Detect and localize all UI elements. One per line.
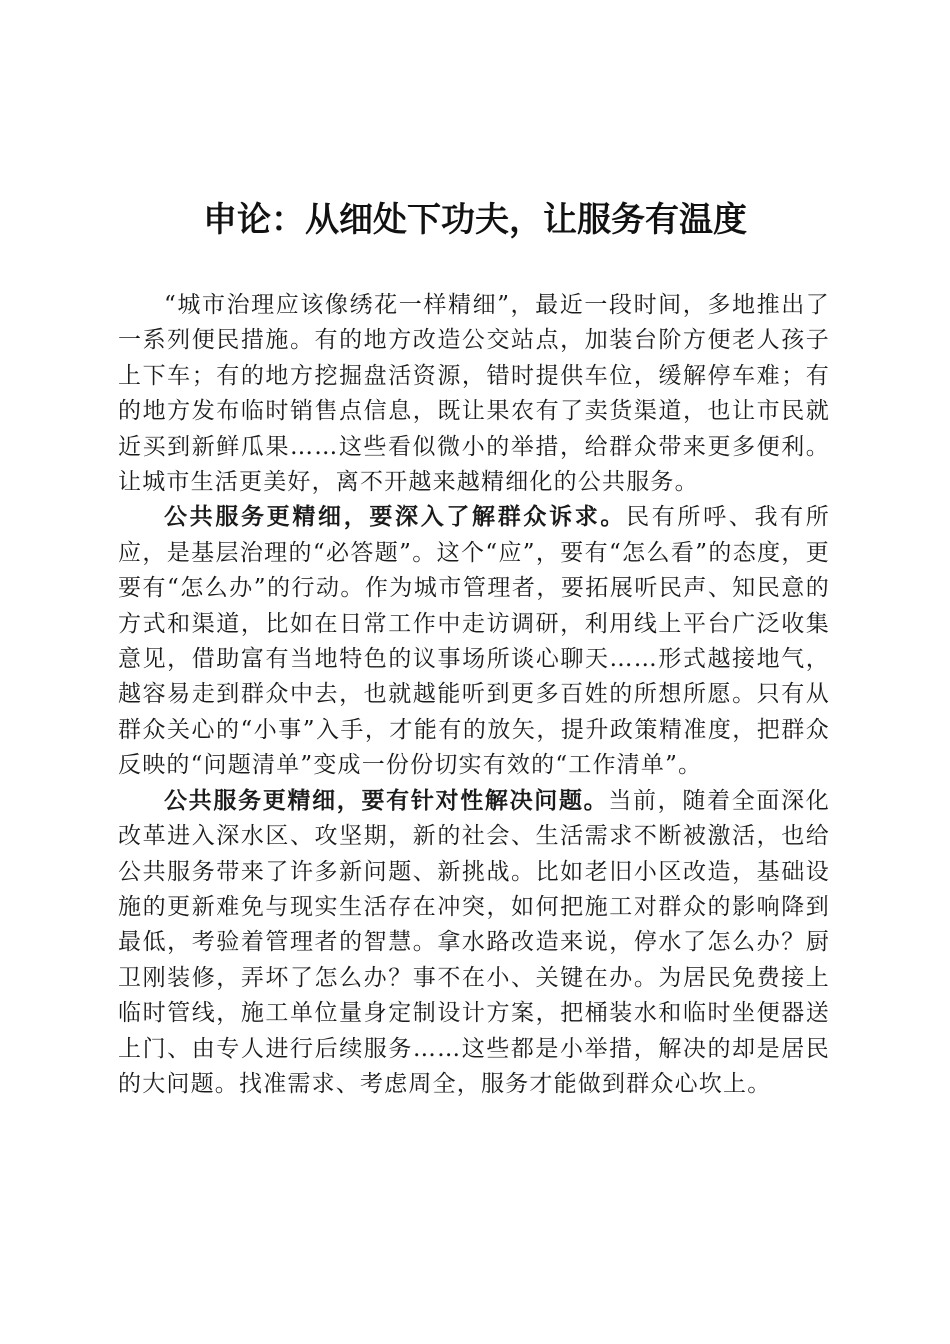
document-body	[118, 288, 830, 1102]
paragraph-text: 民有所呼、我有所应，是基层治理的“必答题”。这个“应”，要有“怎么看”的态度，更要有“怎么办”的行动。作为城市管理者，要拓展听民声、知民意的方式和渠道，比如在日常工作中走访调研，利用线上平台广泛收集意见，借助富有当地特色的议事场所谈心聊天……形式越接地气，越容易走到群众中去，也就越能听到更多百姓的所想所愿。只有从群众关心的“小事”入手，才能有的放矢，提升政策精准度，把群众反映的“问题清单”变成一份份切实有效的“工作清单”。	[118, 504, 830, 779]
paragraph-lead: 公共服务更精细，要有针对性解决问题。	[164, 787, 609, 814]
paragraph-text: 当前，随着全面深化改革进入深水区、攻坚期，新的社会、生活需求不断被激活，也给公共服务带来了许多新问题、新挑战。比如老旧小区改造，基础设施的更新难免与现实生活存在冲突，如何把施工对群众的影响降到最低，考验着管理者的智慧。拿水路改造来说，停水了怎么办？厨卫刚装修，弄坏了怎么办？事不在小、关键在办。为居民免费接上临时管线，施工单位量身定制设计方案，把桶装水和临时坐便器送上门、由专人进行后续服务……这些都是小举措，解决的却是居民的大问题。找准需求、考虑周全，服务才能做到群众心坎上。	[118, 787, 830, 1097]
document-title: 申论：从细处下功夫，让服务有温度	[203, 200, 747, 240]
paragraph-text: “城市治理应该像绣花一样精细”，最近一段时间，多地推出了一系列便民措施。有的地方改造公交站点，加装台阶方便老人孩子上下车；有的地方挖掘盘活资源，错时提供车位，缓解停车难；有的地方发布临时销售点信息，既让果农有了卖货渠道，也让市民就近买到新鲜瓜果……这些看似微小的举措，给群众带来更多便利。让城市生活更美好，离不开越来越精细化的公共服务。	[118, 292, 830, 496]
paragraph-intro	[118, 288, 830, 500]
paragraph-understand-needs	[118, 500, 830, 783]
paragraph-lead: 公共服务更精细，要深入了解群众诉求。	[164, 504, 627, 531]
paragraph-solve-problems	[118, 784, 830, 1103]
